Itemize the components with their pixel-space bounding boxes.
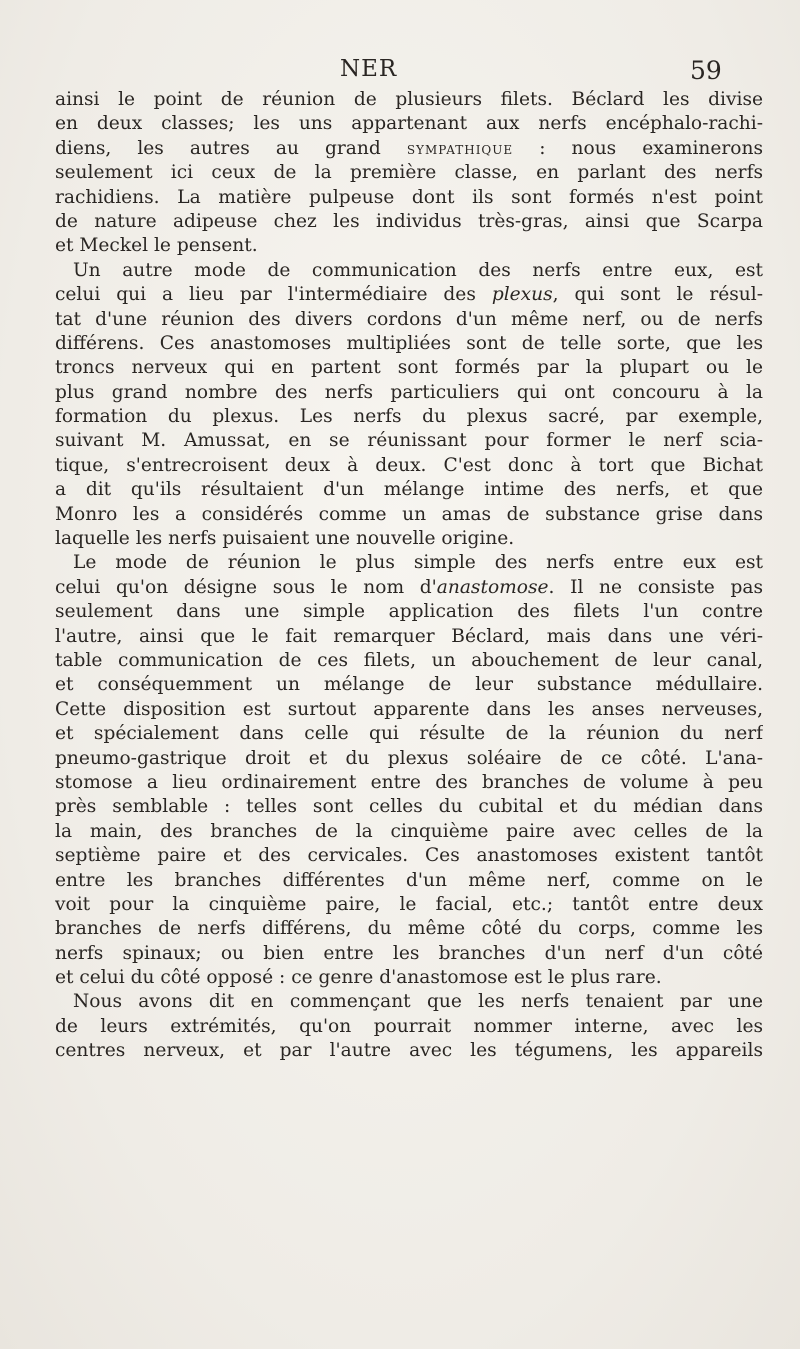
text-run: suivant M. Amussat, en se réunissant pour former le nerf scia- bbox=[55, 430, 763, 452]
text-run: tique, s'entrecroisent deux à deux. C'est donc à tort que Bichat bbox=[55, 454, 763, 476]
small-caps-word: sympathique bbox=[406, 138, 514, 159]
text-line bbox=[55, 795, 763, 819]
text-line bbox=[55, 283, 763, 307]
text-line bbox=[55, 966, 763, 990]
text-line bbox=[55, 673, 763, 697]
text-line bbox=[55, 1039, 763, 1063]
text-line bbox=[55, 625, 763, 649]
text-run: Le mode de réunion le plus simple des nerfs entre eux est bbox=[73, 552, 763, 574]
text-run: branches de nerfs différens, du même côté du corps, comme les bbox=[55, 918, 763, 940]
text-line bbox=[55, 722, 763, 746]
text-run: entre les branches différentes d'un même nerf, comme on le bbox=[55, 869, 763, 891]
text-run: septième paire et des cervicales. Ces anastomoses existent tantôt bbox=[55, 845, 763, 867]
italic-term: plexus bbox=[491, 284, 553, 306]
text-run: et conséquemment un mélange de leur substance médullaire. bbox=[55, 674, 763, 696]
text-run: table communication de ces filets, un abouchement de leur canal, bbox=[55, 649, 763, 671]
text-line bbox=[55, 210, 763, 234]
text-line bbox=[55, 551, 763, 575]
text-line bbox=[55, 308, 763, 332]
text-line bbox=[55, 112, 763, 136]
text-run: voit pour la cinquième paire, le facial, etc.; tantôt entre deux bbox=[55, 893, 763, 915]
text-run: pneumo-gastrique droit et du plexus soléaire de ce côté. L'ana- bbox=[55, 747, 763, 769]
text-run: a dit qu'ils résultaient d'un mélange intime des nerfs, et que bbox=[55, 479, 763, 501]
text-line bbox=[55, 503, 763, 527]
text-run: tat d'une réunion des divers cordons d'un même nerf, ou de nerfs bbox=[55, 308, 763, 330]
text-line bbox=[55, 649, 763, 673]
page-header bbox=[0, 56, 800, 90]
text-run: plus grand nombre des nerfs particuliers qui ont concouru à la bbox=[55, 381, 763, 403]
text-line bbox=[55, 844, 763, 868]
text-run: en deux classes; les uns appartenant aux nerfs encéphalo-rachi- bbox=[55, 113, 763, 135]
text-run: rachidiens. La matière pulpeuse dont ils sont formés n'est point bbox=[55, 186, 763, 208]
text-run: Nous avons dit en commençant que les nerfs tenaient par une bbox=[73, 991, 763, 1013]
page-number: 59 bbox=[690, 56, 722, 85]
text-line bbox=[55, 454, 763, 478]
text-run: celui qui a lieu par l'intermédiaire des bbox=[55, 284, 476, 306]
text-run: centres nerveux, et par l'autre avec les tégumens, les appareils bbox=[55, 1040, 763, 1062]
text-run: ainsi le point de réunion de plusieurs filets. Béclard les divise bbox=[55, 89, 763, 110]
text-line bbox=[55, 893, 763, 917]
italic-term: anastomose bbox=[436, 576, 549, 598]
text-run: seulement ici ceux de la première classe, en parlant des nerfs bbox=[55, 162, 763, 184]
text-run: . Il ne consiste pas bbox=[548, 576, 763, 598]
text-run: stomose a lieu ordinairement entre des branches de volume à peu bbox=[55, 771, 763, 793]
text-line bbox=[55, 186, 763, 210]
text-run: Monro les a considérés comme un amas de substance grise dans bbox=[55, 503, 763, 525]
text-run: près semblable : telles sont celles du cubital et du médian dans bbox=[55, 796, 763, 818]
text-line bbox=[55, 869, 763, 893]
text-line bbox=[55, 161, 763, 185]
text-run: , qui sont le résul- bbox=[552, 284, 763, 306]
text-line bbox=[55, 917, 763, 941]
text-line bbox=[55, 381, 763, 405]
text-line bbox=[55, 990, 763, 1014]
text-run: formation du plexus. Les nerfs du plexus sacré, par exemple, bbox=[55, 406, 763, 428]
text-run: et celui du côté opposé : ce genre d'anastomose est le plus rare. bbox=[55, 967, 662, 989]
text-line bbox=[55, 429, 763, 453]
text-run: l'autre, ainsi que le fait remarquer Béclard, mais dans une véri- bbox=[55, 625, 763, 647]
text-run: Un autre mode de communication des nerfs entre eux, est bbox=[73, 259, 763, 281]
text-line bbox=[55, 137, 763, 161]
text-line bbox=[55, 942, 763, 966]
text-run: la main, des branches de la cinquième paire avec celles de la bbox=[55, 820, 763, 842]
running-head: NER bbox=[340, 56, 398, 82]
text-run: : nous examinerons bbox=[539, 137, 763, 159]
text-run: diens, les autres au grand bbox=[55, 137, 381, 159]
text-line bbox=[55, 356, 763, 380]
text-line bbox=[55, 234, 763, 258]
text-line bbox=[55, 600, 763, 624]
text-run: celui qu'on désigne sous le nom d' bbox=[55, 576, 437, 598]
text-line bbox=[55, 259, 763, 283]
text-run: et spécialement dans celle qui résulte de la réunion du nerf bbox=[55, 723, 763, 745]
text-line bbox=[55, 820, 763, 844]
text-run: laquelle les nerfs puisaient une nouvelle origine. bbox=[55, 528, 515, 550]
text-run: nerfs spinaux; ou bien entre les branches d'un nerf d'un côté bbox=[55, 942, 763, 964]
text-line bbox=[55, 698, 763, 722]
text-line bbox=[55, 527, 763, 551]
text-line bbox=[55, 1015, 763, 1039]
text-run: différens. Ces anastomoses multipliées sont de telle sorte, que les bbox=[55, 332, 763, 354]
text-run: de leurs extrémités, qu'on pourrait nommer interne, avec les bbox=[55, 1015, 763, 1037]
text-run: et Meckel le pensent. bbox=[55, 235, 258, 257]
body-text bbox=[55, 88, 763, 1064]
text-run: seulement dans une simple application des filets l'un contre bbox=[55, 601, 763, 623]
text-run: de nature adipeuse chez les individus très-gras, ainsi que Scarpa bbox=[55, 210, 763, 232]
text-line bbox=[55, 405, 763, 429]
text-run: troncs nerveux qui en partent sont formés par la plupart ou le bbox=[55, 357, 763, 379]
text-line bbox=[55, 747, 763, 771]
text-line bbox=[55, 478, 763, 502]
text-run: Cette disposition est surtout apparente dans les anses nerveuses, bbox=[55, 698, 763, 720]
text-line bbox=[55, 332, 763, 356]
text-line bbox=[55, 88, 763, 112]
text-line bbox=[55, 576, 763, 600]
text-line bbox=[55, 771, 763, 795]
